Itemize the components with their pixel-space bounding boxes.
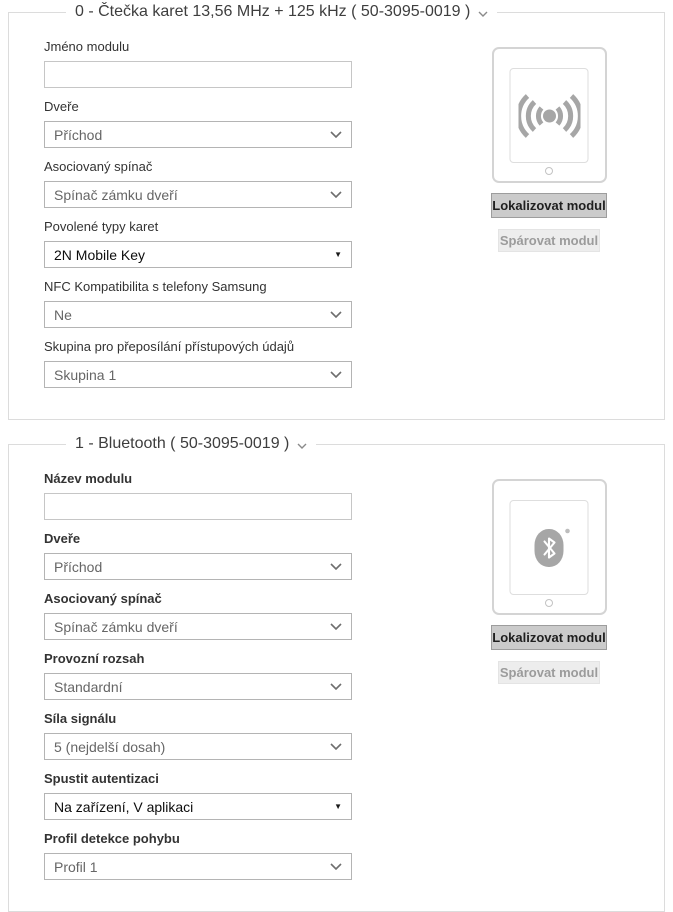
- bluetooth-module-panel: [491, 479, 607, 684]
- module-name-label: Název modulu: [44, 471, 133, 486]
- module-name-input[interactable]: [44, 493, 352, 520]
- forwarding-group-label: Skupina pro přeposílání přístupových údajů: [44, 339, 295, 354]
- pair-module-button[interactable]: Spárovat modul: [498, 229, 600, 252]
- bluetooth-section: [8, 435, 665, 912]
- associated-switch-select[interactable]: [44, 181, 352, 208]
- nfc-samsung-label: NFC Kompatibilita s telefony Samsung: [44, 279, 267, 294]
- bluetooth-section-title: 1 - Bluetooth ( 50-3095-0019 ): [75, 435, 290, 452]
- pair-module-button[interactable]: Spárovat modul: [498, 661, 600, 684]
- signal-strength-label: Síla signálu: [44, 711, 117, 726]
- module-name-label: Jméno modulu: [44, 39, 130, 54]
- device-screen: [510, 500, 589, 595]
- operating-range-select-value: Standardní: [54, 678, 123, 695]
- device-screen: [510, 68, 589, 163]
- bluetooth-section-header[interactable]: [66, 435, 316, 453]
- operating-range-select[interactable]: [44, 673, 352, 700]
- nfc-samsung-select-value: Ne: [54, 306, 72, 323]
- forwarding-group-select-value: Skupina 1: [54, 366, 117, 383]
- device-button-dot: [545, 167, 553, 175]
- motion-detection-profile-field-group: [44, 831, 352, 880]
- motion-detection-profile-label: Profil detekce pohybu: [44, 831, 180, 846]
- start-authentication-select-value: Na zařízení, V aplikaci: [54, 798, 194, 815]
- door-label: Dveře: [44, 99, 79, 114]
- motion-detection-profile-select-value: Profil 1: [54, 858, 98, 875]
- allowed-card-types-select[interactable]: [44, 241, 352, 268]
- allowed-card-types-field-group: [44, 219, 352, 268]
- nfc-samsung-select[interactable]: [44, 301, 352, 328]
- chevron-down-icon: [478, 11, 488, 17]
- start-authentication-label: Spustit autentizaci: [44, 771, 159, 786]
- associated-switch-select-value: Spínač zámku dveří: [54, 618, 178, 635]
- locate-module-button[interactable]: Lokalizovat modul: [491, 193, 607, 218]
- card-reader-section: [8, 3, 665, 420]
- door-field-group: [44, 531, 352, 580]
- chevron-down-icon: [297, 443, 307, 449]
- door-select-value: Příchod: [54, 558, 103, 575]
- operating-range-label: Provozní rozsah: [44, 651, 145, 666]
- chevron-down-icon: [330, 623, 342, 630]
- bluetooth-fields: [44, 471, 352, 880]
- card-reader-fields: [44, 39, 352, 388]
- operating-range-field-group: [44, 651, 352, 700]
- associated-switch-select-value: Spínač zámku dveří: [54, 186, 178, 203]
- signal-strength-select[interactable]: [44, 733, 352, 760]
- chevron-down-icon: [330, 683, 342, 690]
- motion-detection-profile-select[interactable]: [44, 853, 352, 880]
- signal-strength-field-group: [44, 711, 352, 760]
- rfid-wave-icon: [518, 91, 580, 141]
- chevron-down-icon: [330, 863, 342, 870]
- card-reader-device-image: [492, 47, 607, 183]
- chevron-down-icon: [330, 131, 342, 138]
- allowed-card-types-label: Povolené typy karet: [44, 219, 159, 234]
- module-name-field-group: [44, 39, 352, 88]
- door-field-group: [44, 99, 352, 148]
- module-name-field-group: [44, 471, 352, 520]
- card-reader-module-panel: [491, 47, 607, 252]
- chevron-down-icon: [330, 563, 342, 570]
- door-select[interactable]: [44, 121, 352, 148]
- dropdown-triangle-icon: ▼: [334, 801, 342, 811]
- associated-switch-field-group: [44, 591, 352, 640]
- chevron-down-icon: [330, 191, 342, 198]
- bluetooth-device-image: [492, 479, 607, 615]
- signal-strength-select-value: 5 (nejdelší dosah): [54, 738, 166, 755]
- card-reader-section-header[interactable]: [66, 3, 497, 21]
- associated-switch-label: Asociovaný spínač: [44, 591, 162, 606]
- card-reader-section-title: 0 - Čtečka karet 13,56 MHz + 125 kHz ( 50-3095-0019 ): [75, 3, 471, 20]
- associated-switch-label: Asociovaný spínač: [44, 159, 153, 174]
- start-authentication-field-group: [44, 771, 352, 820]
- dropdown-triangle-icon: ▼: [334, 249, 342, 259]
- chevron-down-icon: [330, 311, 342, 318]
- locate-module-button[interactable]: Lokalizovat modul: [491, 625, 607, 650]
- door-select[interactable]: [44, 553, 352, 580]
- module-name-input[interactable]: [44, 61, 352, 88]
- chevron-down-icon: [330, 371, 342, 378]
- forwarding-group-field-group: [44, 339, 352, 388]
- bluetooth-icon: [526, 525, 572, 571]
- door-label: Dveře: [44, 531, 81, 546]
- forwarding-group-select[interactable]: [44, 361, 352, 388]
- device-button-dot: [545, 599, 553, 607]
- nfc-samsung-field-group: [44, 279, 352, 328]
- associated-switch-field-group: [44, 159, 352, 208]
- door-select-value: Příchod: [54, 126, 103, 143]
- start-authentication-select[interactable]: [44, 793, 352, 820]
- associated-switch-select[interactable]: [44, 613, 352, 640]
- chevron-down-icon: [330, 743, 342, 750]
- allowed-card-types-select-value: 2N Mobile Key: [54, 246, 146, 263]
